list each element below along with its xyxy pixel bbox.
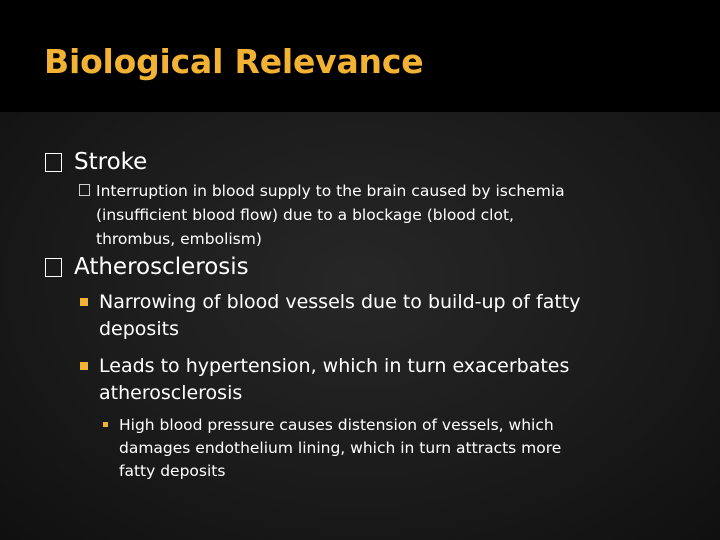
athero-point-2-line-1: Leads to hypertension, which in turn exacerbates [99,355,570,377]
section-heading-stroke: Stroke [74,149,148,175]
box-bullet-icon [45,153,62,172]
stroke-point-line-2: (insufficient blood flow) due to a blockage (blood clot, [96,206,514,224]
athero-point-1-line-1: Narrowing of blood vessels due to build-up of fatty [99,291,581,313]
athero-point-2-line-2: atherosclerosis [99,382,243,404]
small-box-bullet-icon [79,184,90,196]
stroke-point-line-3: thrombus, embolism) [96,230,262,248]
box-bullet-icon [45,258,62,277]
square-bullet-icon [80,298,88,306]
slide-title: Biological Relevance [44,42,424,81]
square-bullet-icon [80,362,88,370]
athero-point-1-line-2: deposits [99,318,179,340]
stroke-point-line-1: Interruption in blood supply to the brain caused by ischemia [96,182,565,200]
athero-subpoint-line-3: fatty deposits [119,462,226,480]
section-heading-atherosclerosis: Atherosclerosis [74,254,249,280]
athero-subpoint-line-1: High blood pressure causes distension of vessels, which [119,416,554,434]
title-band [0,0,720,112]
athero-subpoint-line-2: damages endothelium lining, which in turn attracts more [119,439,562,457]
small-square-bullet-icon [103,422,108,427]
